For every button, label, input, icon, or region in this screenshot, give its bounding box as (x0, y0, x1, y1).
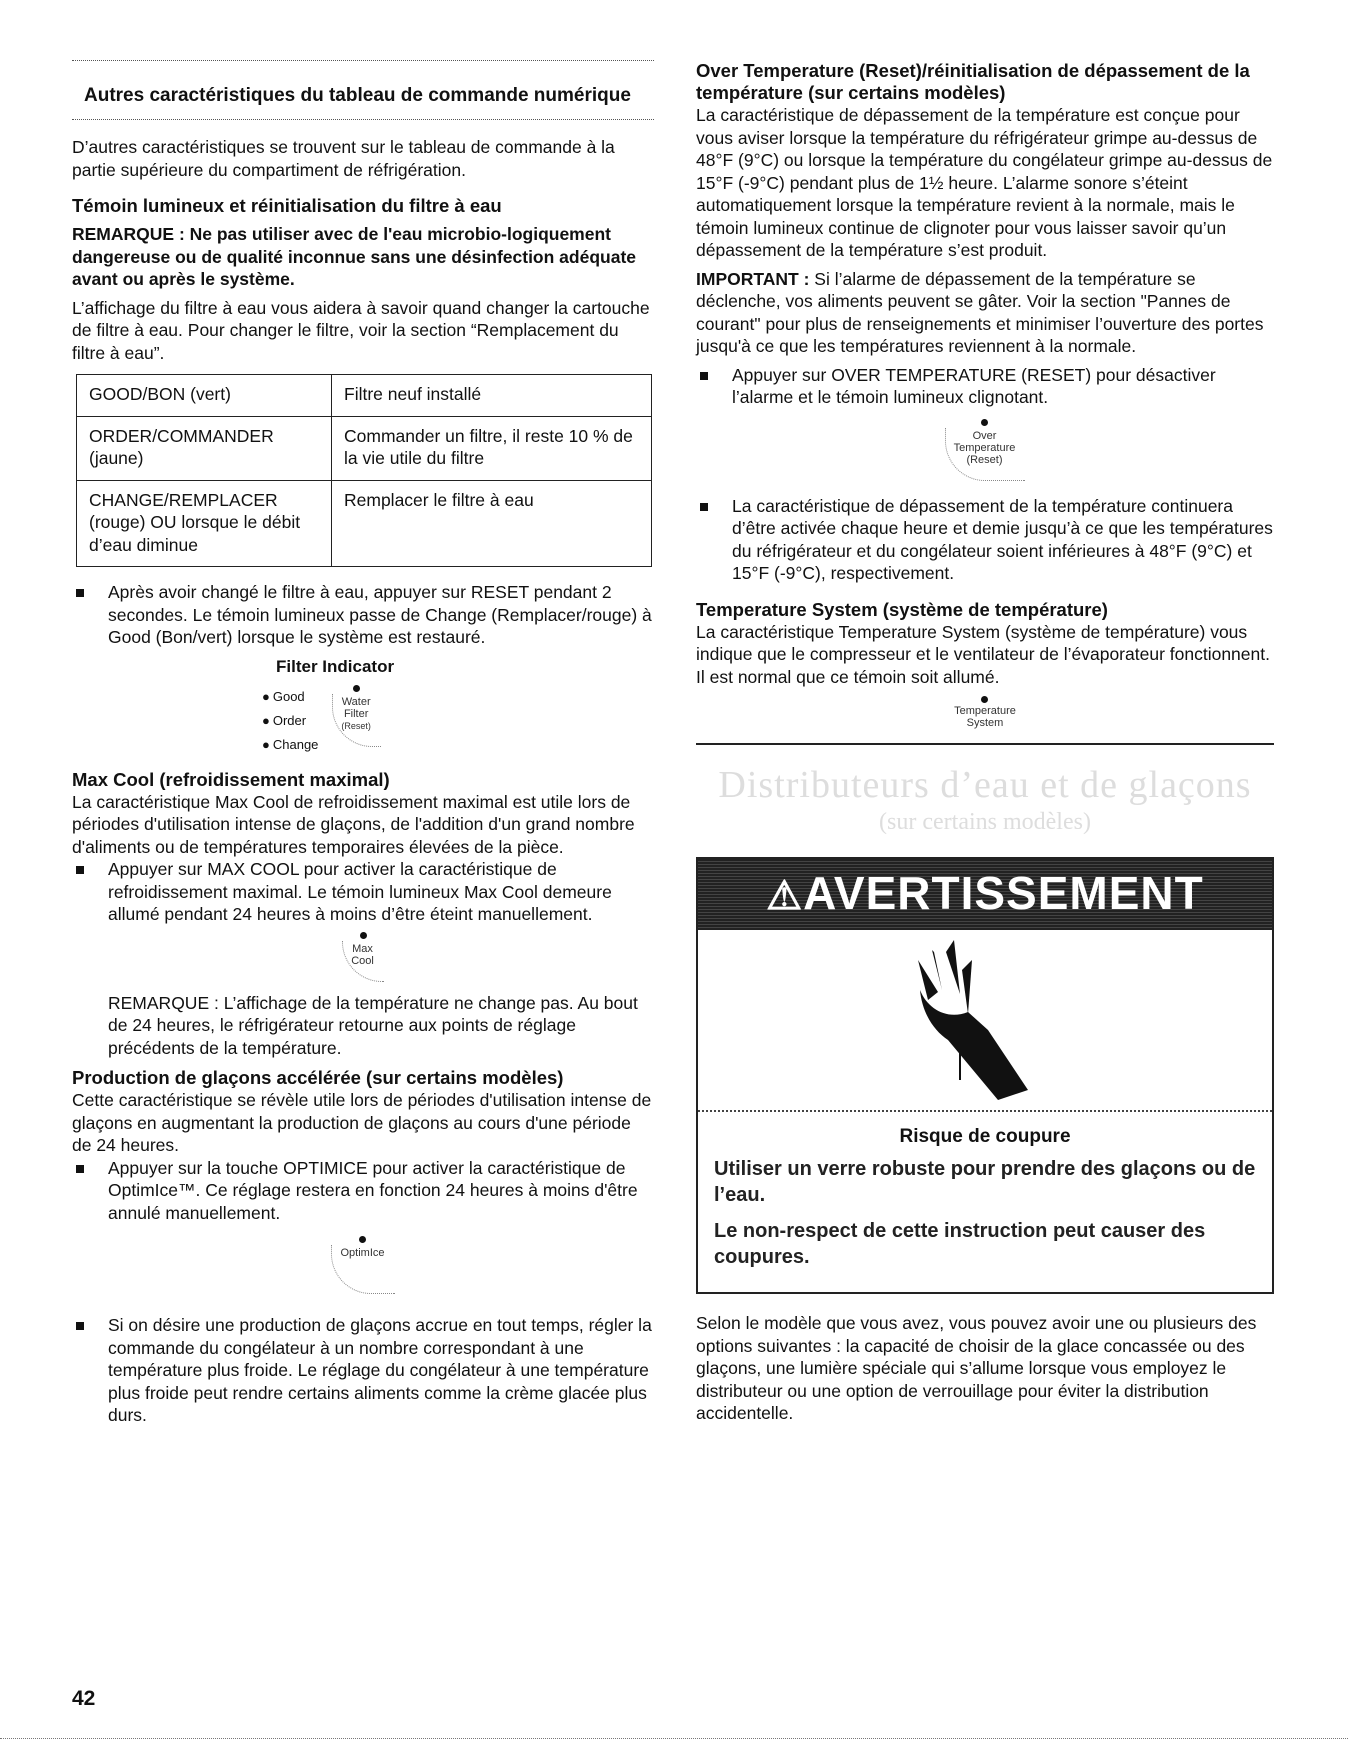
right-column (696, 60, 1274, 1425)
dispenser-section-title: Distributeurs d’eau et de glaçons (718, 764, 1252, 806)
indicator-change: ● Change (262, 733, 318, 757)
water-filter-reset-button[interactable] (332, 685, 381, 747)
button-label: OptimIce (340, 1247, 385, 1259)
page-number: 42 (72, 1687, 96, 1710)
optimice-button[interactable] (331, 1236, 394, 1294)
important-text: Si l’alarme de dépassement de la température se déclenche, vos aliments peuvent se gâter. Voir la section "Pannes de courant" pour plus de renseignements et minimiser l’ouverture des portes jusqu'à ce que les températures reviennent à la normale. (696, 268, 1264, 356)
ice-heading: Production de glaçons accélérée (sur certains modèles) (72, 1067, 564, 1088)
section-title: Autres caractéristiques du tableau de commande numérique (84, 85, 631, 106)
indicator-order: ● Order (262, 709, 318, 733)
indicator-label: Temperature (954, 705, 1016, 717)
temp-system-text: La caractéristique Temperature System (système de température) vous indique que le compresseur et le ventilateur de l’évaporateur fonctionnent. Il est normal que ce témoin soit allumé. (696, 621, 1270, 687)
warning-line-2: Le non-respect de cette instruction peut causer des coupures. (714, 1220, 1206, 1268)
list-item: Appuyer sur MAX COOL pour activer la caractéristique de refroidissement maximal. Le témoin lumineux Max Cool demeure allumé pendant 24 heures à moins d’être éteint manuellement. (72, 858, 654, 926)
button-label: (Reset) (966, 453, 1003, 466)
optimice-button-figure (72, 1236, 654, 1294)
max-cool-button-figure (72, 932, 654, 982)
table-cell: ORDER/COMMANDER (jaune) (77, 416, 332, 480)
indicator-light-icon (353, 685, 360, 692)
maxcool-heading: Max Cool (refroidissement maximal) (72, 768, 390, 790)
filter-indicator-list (262, 685, 318, 757)
section-header-box (72, 60, 654, 120)
temp-system-heading: Temperature System (système de température) (696, 598, 1108, 620)
left-column (72, 60, 654, 1427)
ice-bullets (72, 1157, 654, 1225)
indicator-good: ● Good (262, 685, 318, 709)
warning-triangle-icon: ⚠ (766, 874, 804, 918)
cut-hand-icon (698, 930, 1276, 1110)
filter-status-table (76, 374, 652, 567)
list-item: La caractéristique de dépassement de la température continuera d’être activée chaque heure et demie jusqu’à ce que les températures du réfrigérateur et du congélateur soient inférieures à 48°F (9°C) et 15°F (-9°C), respectivement. (696, 495, 1274, 585)
filter-indicator-figure (262, 657, 654, 757)
warning-pictogram (698, 930, 1272, 1112)
table-cell: GOOD/BON (vert) (77, 375, 332, 417)
button-label: Water (341, 695, 371, 708)
warning-header (698, 859, 1272, 930)
over-temp-important (696, 268, 1274, 358)
bottom-rule (0, 1738, 1348, 1739)
warning-risk: Risque de coupure (899, 1126, 1071, 1147)
warning-box (696, 857, 1274, 1294)
filter-text: L’affichage du filtre à eau vous aidera à savoir quand changer la cartouche de filtre à eau. Pour changer le filtre, voir la section “Remplacement du filtre à eau”. (72, 297, 650, 363)
intro-text: D’autres caractéristiques se trouvent sur le tableau de commande à la partie supérieure du compartiment de réfrigération. (72, 137, 615, 180)
table-cell: Commander un filtre, il reste 10 % de la vie utile du filtre (332, 416, 652, 480)
ice-text: Cette caractéristique se révèle utile lors de périodes d'utilisation intense de glaçons en augmentant la production de glaçons au cours d'une période de 24 heures. (72, 1090, 652, 1155)
temperature-system-indicator (954, 696, 1016, 729)
warning-label: AVERTISSEMENT (803, 867, 1204, 919)
maxcool-text: La caractéristique Max Cool de refroidissement maximal est utile lors de périodes d'utilisation intense de glaçons, de l'addition d'un grand nombre d'aliments ou de températures temporaires élevées de la pièce. (72, 791, 635, 857)
over-temp-bullets-2 (696, 495, 1274, 585)
ice-bullets-2 (72, 1314, 654, 1427)
indicator-light-icon (359, 1236, 366, 1243)
over-temperature-reset-button[interactable] (945, 419, 1026, 481)
over-temp-button-figure (696, 419, 1274, 481)
button-label: Over (972, 429, 997, 442)
button-label: Max (352, 942, 373, 955)
maxcool-remark: REMARQUE : L’affichage de la température ne change pas. Au bout de 24 heures, le réfrigérateur retourne aux points de réglage précédents de la température. (108, 992, 638, 1058)
dispenser-section-subtitle: (sur certains modèles) (879, 809, 1091, 835)
filter-heading: Témoin lumineux et réinitialisation du filtre à eau (72, 195, 502, 216)
maxcool-bullets (72, 858, 654, 926)
temp-system-figure (696, 696, 1274, 729)
list-item: Appuyer sur la touche OPTIMICE pour activer la caractéristique de OptimIce™. Ce réglage restera en fonction 24 heures à moins d'être annulé manuellement. (72, 1157, 654, 1225)
indicator-light-icon (981, 696, 988, 703)
over-temp-bullets (696, 364, 1274, 409)
button-label: Cool (351, 954, 374, 967)
filter-indicator-title: Filter Indicator (276, 656, 395, 676)
table-cell: Remplacer le filtre à eau (332, 480, 652, 567)
indicator-label: System (966, 717, 1004, 729)
list-item: Si on désire une production de glaçons accrue en tout temps, régler la commande du congélateur à un nombre correspondant à une température plus froide. Le réglage du congélateur à une température plus froide peut rendre certains aliments comme la crème glacée plus durs. (72, 1314, 654, 1427)
max-cool-button[interactable] (342, 932, 384, 982)
table-row (77, 416, 652, 480)
table-cell: Filtre neuf installé (332, 375, 652, 417)
table-cell: CHANGE/REMPLACER (rouge) OU lorsque le débit d’eau diminue (77, 480, 332, 567)
list-item: Après avoir changé le filtre à eau, appuyer sur RESET pendant 2 secondes. Le témoin lumineux passe de Change (Remplacer/rouge) à Good (Bon/vert) lorsque le système est restauré. (72, 581, 654, 649)
over-temp-text: La caractéristique de dépassement de la température est conçue pour vous aviser lorsque la température du réfrigérateur grimpe au-dessus de 48°F (9°C) ou lorsque la température du congélateur grimpe au-dessus de 15°F (-9°C) pendant plus de 1½ heure. L’alarme sonore s’éteint automatiquement lorsque la température revient à la normale, mais le témoin lumineux continue de clignoter pour vous laisser savoir qu’un dépassement de la température s’est produit. (696, 105, 1273, 260)
important-label: IMPORTANT : (696, 268, 810, 289)
button-label: Filter (343, 707, 369, 720)
filter-bullets (72, 581, 654, 649)
dispenser-options-text: Selon le modèle que vous avez, vous pouvez avoir une ou plusieurs des options suivantes : la capacité de choisir de la glace concassée ou des glaçons, une lumière spéciale qui s’allume lorsque vous employez le distributeur ou une option de verrouillage pour éviter la distribution accidentelle. (696, 1313, 1257, 1423)
button-label: Temperature (953, 441, 1016, 454)
table-row (77, 375, 652, 417)
warning-body (698, 1112, 1272, 1292)
filter-remark: REMARQUE : Ne pas utiliser avec de l'eau microbio-logiquement dangereuse ou de qualité inconnue sans une désinfection adéquate avant ou après le système. (72, 224, 636, 289)
warning-line-1: Utiliser un verre robuste pour prendre des glaçons ou de l’eau. (714, 1158, 1256, 1206)
section-divider (696, 743, 1274, 745)
table-row (77, 480, 652, 567)
list-item: Appuyer sur OVER TEMPERATURE (RESET) pour désactiver l’alarme et le témoin lumineux clignotant. (696, 364, 1274, 409)
button-label: (Reset) (341, 720, 371, 731)
over-temp-heading: Over Temperature (Reset)/réinitialisation de dépassement de la température (sur certains modèles) (696, 60, 1250, 103)
indicator-light-icon (981, 419, 988, 426)
indicator-light-icon (360, 932, 367, 939)
